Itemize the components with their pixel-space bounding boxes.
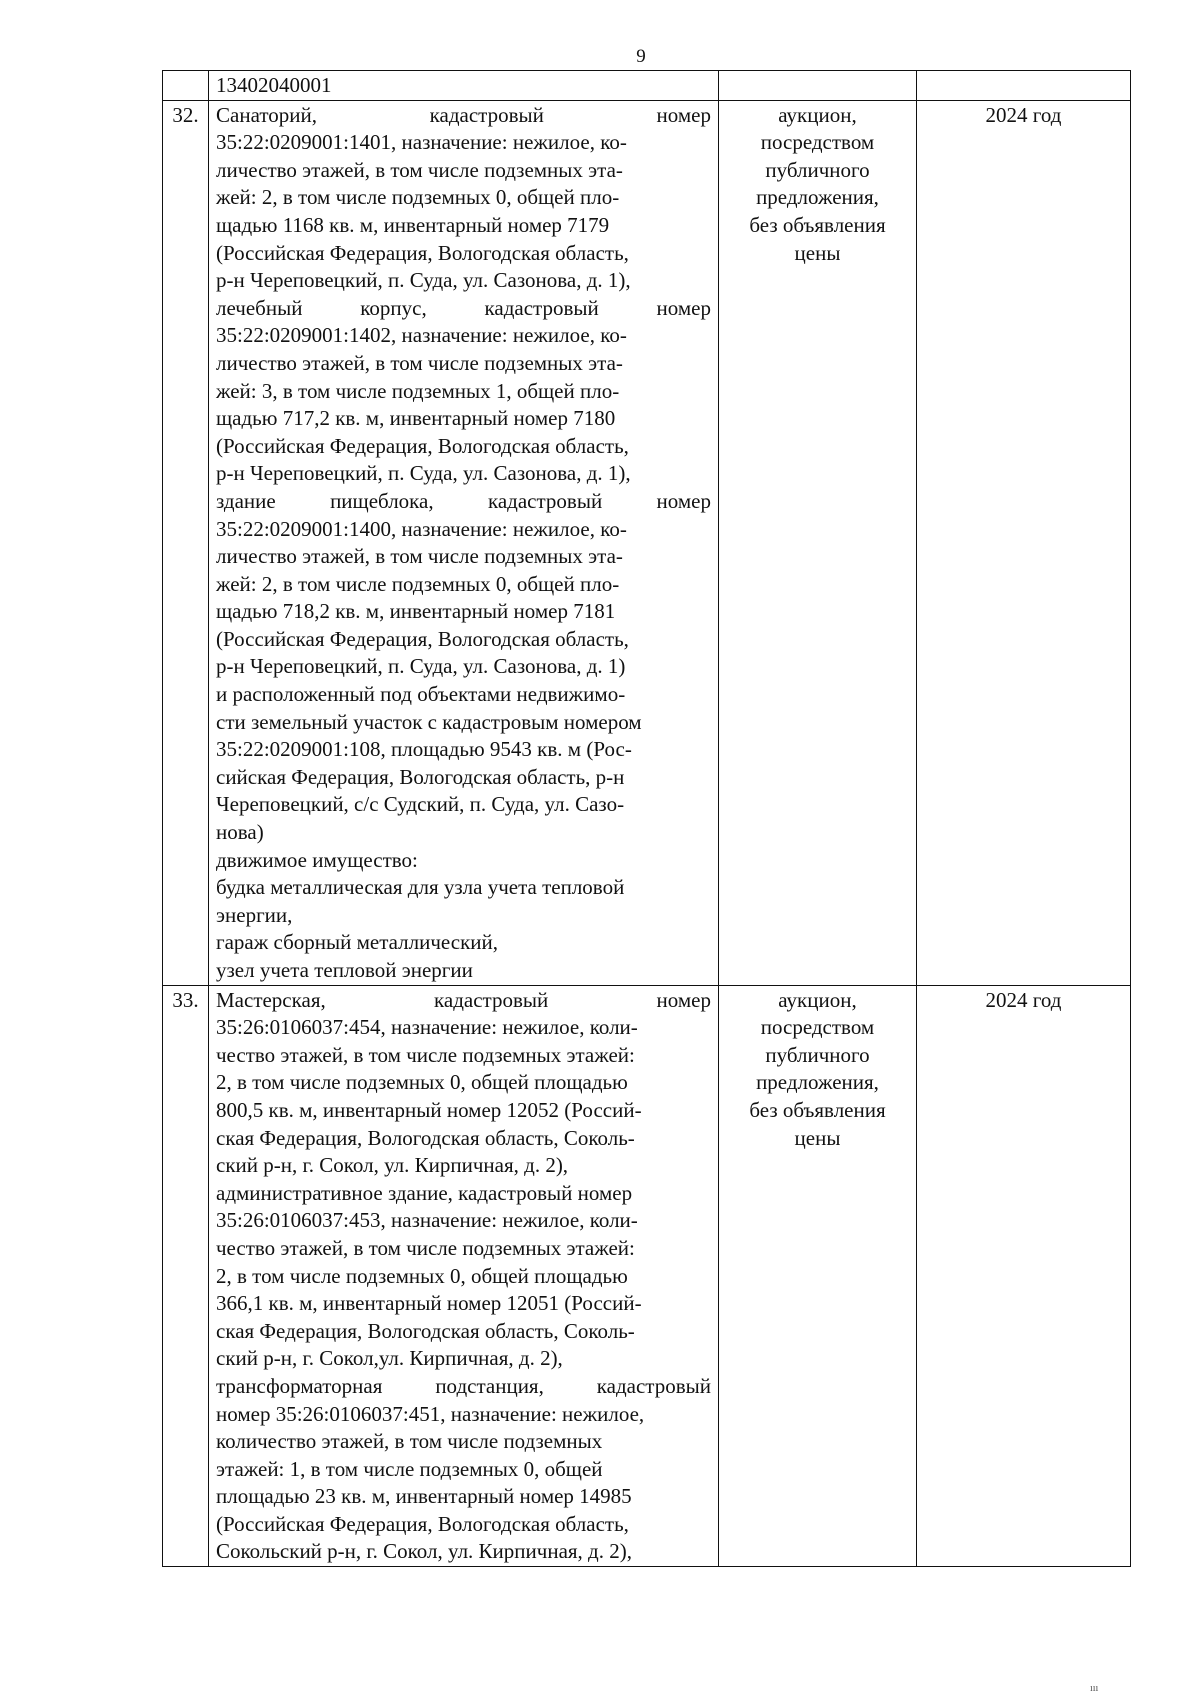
sale-method-line: предложения, bbox=[756, 1070, 879, 1095]
row-description bbox=[209, 100, 719, 985]
description-line: щадью 718,2 кв. м, инвентарный номер 7181 bbox=[216, 599, 616, 624]
description-line: р-н Череповецкий, п. Суда, ул. Сазонова, д. 1), bbox=[216, 268, 631, 293]
description-line: р-н Череповецкий, п. Суда, ул. Сазонова, д. 1), bbox=[216, 461, 631, 486]
description-line: р-н Череповецкий, п. Суда, ул. Сазонова, д. 1) bbox=[216, 654, 626, 679]
row-number: 33. bbox=[163, 985, 209, 1566]
scan-corner-marks: ııı bbox=[1090, 1683, 1099, 1694]
description-line: ская Федерация, Вологодская область, Соколь- bbox=[216, 1318, 635, 1343]
description-line: этажей: 1, в том числе подземных 0, общей bbox=[216, 1456, 603, 1481]
description-line: личество этажей, в том числе подземных эта- bbox=[216, 544, 623, 569]
description-line: (Российская Федерация, Вологодская область, bbox=[216, 626, 629, 651]
description-line: 366,1 кв. м, инвентарный номер 12051 (Россий- bbox=[216, 1291, 642, 1316]
description-line: 800,5 кв. м, инвентарный номер 12052 (Россий- bbox=[216, 1097, 642, 1122]
description-line: 35:22:0209001:1402, назначение: нежилое, ко- bbox=[216, 323, 627, 348]
description-line: (Российская Федерация, Вологодская область, bbox=[216, 1511, 629, 1536]
continuation-year-cell bbox=[917, 71, 1131, 101]
description-line: ский р-н, г. Сокол,ул. Кирпичная, д. 2), bbox=[216, 1346, 563, 1371]
description-line: ская Федерация, Вологодская область, Соколь- bbox=[216, 1125, 635, 1150]
description-line: сийская Федерация, Вологодская область, р-н bbox=[216, 764, 625, 789]
description-line: площадью 23 кв. м, инвентарный номер 14985 bbox=[216, 1484, 632, 1509]
continuation-desc-text: 13402040001 bbox=[216, 73, 332, 97]
description-line: Санаторий, кадастровый номер bbox=[216, 102, 711, 127]
description-line: административное здание, кадастровый номер bbox=[216, 1180, 633, 1205]
sale-method-lines bbox=[726, 102, 909, 268]
description-line: здание пищеблока, кадастровый номер bbox=[216, 488, 711, 513]
description-line: щадью 717,2 кв. м, инвентарный номер 7180 bbox=[216, 406, 616, 431]
continuation-row bbox=[163, 71, 1131, 101]
sale-method-line: публичного bbox=[765, 1042, 870, 1067]
description-line: личество этажей, в том числе подземных эта- bbox=[216, 157, 623, 182]
continuation-num-cell bbox=[163, 71, 209, 101]
page-number: 9 bbox=[636, 46, 646, 67]
description-line: жей: 2, в том числе подземных 0, общей пло- bbox=[216, 185, 620, 210]
sale-method-line: без объявления bbox=[749, 212, 886, 237]
sale-method-line: цены bbox=[794, 240, 841, 265]
sale-method-line: цены bbox=[794, 1125, 841, 1150]
table-row bbox=[163, 985, 1131, 1566]
sale-year: 2024 год bbox=[917, 100, 1131, 985]
description-line: жей: 3, в том числе подземных 1, общей пло- bbox=[216, 378, 620, 403]
description-line: узел учета тепловой энергии bbox=[216, 958, 473, 982]
description-line: трансформаторная подстанция, кадастровый bbox=[216, 1373, 711, 1398]
description-lines bbox=[216, 102, 711, 985]
continuation-desc-cell bbox=[209, 71, 719, 101]
description-line: 35:22:0209001:1400, назначение: нежилое, ко- bbox=[216, 516, 627, 541]
sale-method-line: аукцион, bbox=[778, 102, 857, 127]
sale-method bbox=[719, 100, 917, 985]
description-line: Сокольский р-н, г. Сокол, ул. Кирпичная, д. 2), bbox=[216, 1539, 632, 1564]
sale-method-line: посредством bbox=[760, 1015, 875, 1040]
description-line: чество этажей, в том числе подземных этажей: bbox=[216, 1042, 635, 1067]
description-line: сти земельный участок с кадастровым номером bbox=[216, 709, 642, 734]
description-line: Череповецкий, с/с Судский, п. Суда, ул. Сазо- bbox=[216, 792, 625, 817]
description-line: будка металлическая для узла учета тепловой bbox=[216, 875, 625, 900]
table-row bbox=[163, 100, 1131, 985]
description-line: движимое имущество: bbox=[216, 847, 418, 872]
description-line: лечебный корпус, кадастровый номер bbox=[216, 295, 711, 320]
description-line: (Российская Федерация, Вологодская область, bbox=[216, 433, 629, 458]
description-line: номер 35:26:0106037:451, назначение: нежилое, bbox=[216, 1401, 645, 1426]
description-line: 2, в том числе подземных 0, общей площадью bbox=[216, 1263, 628, 1288]
continuation-method-cell bbox=[719, 71, 917, 101]
description-line: щадью 1168 кв. м, инвентарный номер 7179 bbox=[216, 212, 610, 237]
description-line: 35:26:0106037:453, назначение: нежилое, коли- bbox=[216, 1208, 638, 1233]
description-line: 35:26:0106037:454, назначение: нежилое, коли- bbox=[216, 1015, 638, 1040]
description-line: и расположенный под объектами недвижимо- bbox=[216, 682, 626, 707]
property-table bbox=[162, 70, 1131, 1567]
description-line: (Российская Федерация, Вологодская область, bbox=[216, 240, 629, 265]
row-number: 32. bbox=[163, 100, 209, 985]
description-line: количество этажей, в том числе подземных bbox=[216, 1429, 603, 1454]
description-line: жей: 2, в том числе подземных 0, общей пло- bbox=[216, 571, 620, 596]
description-line: 35:22:0209001:1401, назначение: нежилое, ко- bbox=[216, 130, 627, 155]
sale-method-line: публичного bbox=[765, 157, 870, 182]
sale-method-lines bbox=[726, 987, 909, 1153]
description-line: гараж сборный металлический, bbox=[216, 930, 499, 955]
description-line: 35:22:0209001:108, площадью 9543 кв. м (Рос- bbox=[216, 737, 632, 762]
description-line: ский р-н, г. Сокол, ул. Кирпичная, д. 2), bbox=[216, 1153, 569, 1178]
description-lines bbox=[216, 987, 711, 1566]
description-line: Мастерская, кадастровый номер bbox=[216, 987, 711, 1012]
sale-method-line: без объявления bbox=[749, 1097, 886, 1122]
description-line: 2, в том числе подземных 0, общей площадью bbox=[216, 1070, 628, 1095]
sale-method-line: предложения, bbox=[756, 185, 879, 210]
description-line: нова) bbox=[216, 820, 264, 845]
description-line: чество этажей, в том числе подземных этажей: bbox=[216, 1235, 635, 1260]
sale-year: 2024 год bbox=[917, 985, 1131, 1566]
description-line: личество этажей, в том числе подземных эта- bbox=[216, 350, 623, 375]
description-line: энергии, bbox=[216, 902, 293, 927]
sale-method-line: аукцион, bbox=[778, 987, 857, 1012]
row-description bbox=[209, 985, 719, 1566]
sale-method bbox=[719, 985, 917, 1566]
sale-method-line: посредством bbox=[760, 130, 875, 155]
